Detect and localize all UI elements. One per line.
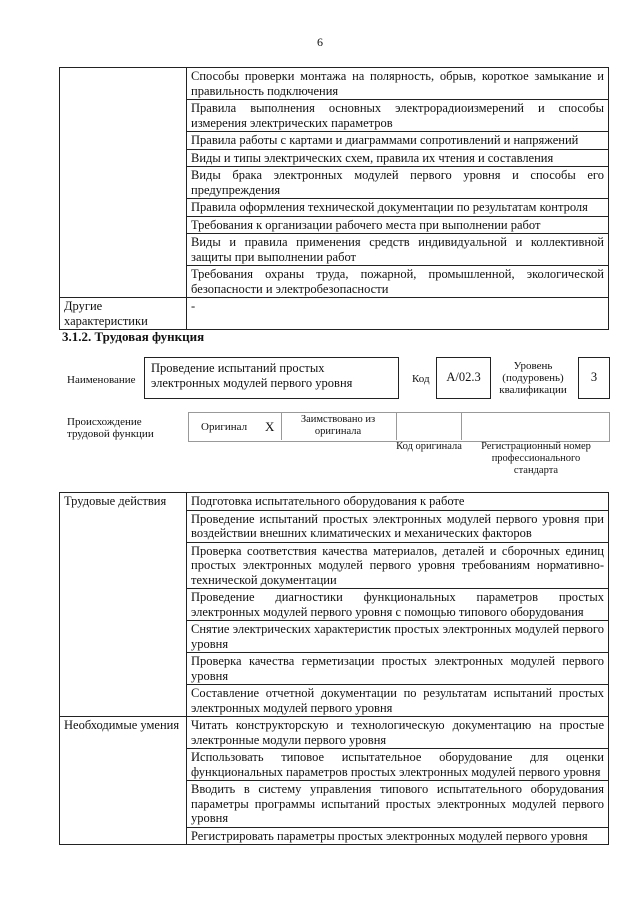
function-name: Проведение испытаний простых электронных модулей первого уровня [151, 361, 353, 390]
labor-action-item: Составление отчетной документации по результатам испытаний простых электронных модулей первого уровня [187, 685, 609, 717]
level-box [578, 357, 610, 399]
page-number: 6 [317, 35, 323, 49]
knowledge-item: Требования охраны труда, пожарной, промышленной, экологической безопасности и электробезопасности [187, 266, 609, 298]
origin-label: Происхождение трудовой функции [67, 416, 154, 440]
knowledge-item: Виды и типы электрических схем, правила их чтения и составления [187, 149, 609, 167]
table-row [60, 68, 609, 100]
knowledge-item: Правила оформления технической документации по результатам контроля [187, 199, 609, 217]
table-row [60, 717, 609, 749]
borrowed-label: Заимствовано из оригинала [300, 414, 376, 437]
other-value: - [187, 298, 609, 330]
section-title: 3.1.2. Трудовая функция [62, 329, 205, 344]
table-row [60, 493, 609, 511]
skill-item: Использовать типовое испытательное оборудование для оценки функциональных параметров простых электронных модулей первого уровня [187, 749, 609, 781]
labor-action-item: Снятие электрических характеристик простых электронных модулей первого уровня [187, 621, 609, 653]
skill-item: Вводить в систему управления типового испытательного оборудования параметры программы испытаний простых электронных модулей первого уровня [187, 781, 609, 828]
function-code: A/02.3 [446, 370, 481, 384]
level-label: Уровень (подуровень) квалификации [499, 360, 567, 396]
name-box [144, 357, 399, 399]
skill-item: Регистрировать параметры простых электронных модулей первого уровня [187, 827, 609, 845]
name-label: Наименование [67, 374, 136, 386]
code-label: Код [412, 373, 430, 385]
actions-skills-table [59, 492, 609, 845]
original-cell [188, 412, 282, 440]
knowledge-item: Правила выполнения основных электрорадиоизмерений и способы измерения электрических параметров [187, 100, 609, 132]
knowledge-item: Виды брака электронных модулей первого уровня и способы его предупреждения [187, 167, 609, 199]
reg-caption: Регистрационный номер профессионального стандарта [481, 441, 591, 476]
labor-actions-label: Трудовые действия [60, 493, 187, 717]
knowledge-table [59, 67, 609, 330]
labor-action-item: Подготовка испытательного оборудования к работе [187, 493, 609, 511]
skill-item: Читать конструкторскую и технологическую документацию на простые электронные модули первого уровня [187, 717, 609, 749]
function-level: 3 [590, 370, 598, 384]
code-box [436, 357, 491, 399]
labor-action-item: Проверка качества герметизации простых электронных модулей первого уровня [187, 653, 609, 685]
original-label: Оригинал [201, 421, 248, 433]
other-label: Другие характеристики [60, 298, 187, 330]
labor-action-item: Проверка соответствия качества материалов, деталей и сборочных единиц простых электронных модулей первого уровня требованиям нормативно-технической документации [187, 542, 609, 589]
labor-action-item: Проведение диагностики функциональных параметров простых электронных модулей первого уровня с помощью типового оборудования [187, 589, 609, 621]
knowledge-item: Виды и правила применения средств индивидуальной и коллективной защиты при выполнении работ [187, 234, 609, 266]
labor-action-item: Проведение испытаний простых электронных модулей первого уровня при воздействии внешних климатических и механических факторов [187, 510, 609, 542]
skills-label: Необходимые умения [60, 717, 187, 845]
original-mark: X [265, 419, 275, 434]
knowledge-item: Способы проверки монтажа на полярность, обрыв, короткое замыкание и правильность подключения [187, 68, 609, 100]
knowledge-label-cell [60, 68, 187, 298]
table-row [60, 298, 609, 330]
knowledge-item: Требования к организации рабочего места при выполнении работ [187, 216, 609, 234]
code-caption: Код оригинала [396, 441, 462, 452]
code-original-cell [396, 412, 462, 440]
knowledge-item: Правила работы с картами и диаграммами сопротивлений и напряжений [187, 132, 609, 150]
